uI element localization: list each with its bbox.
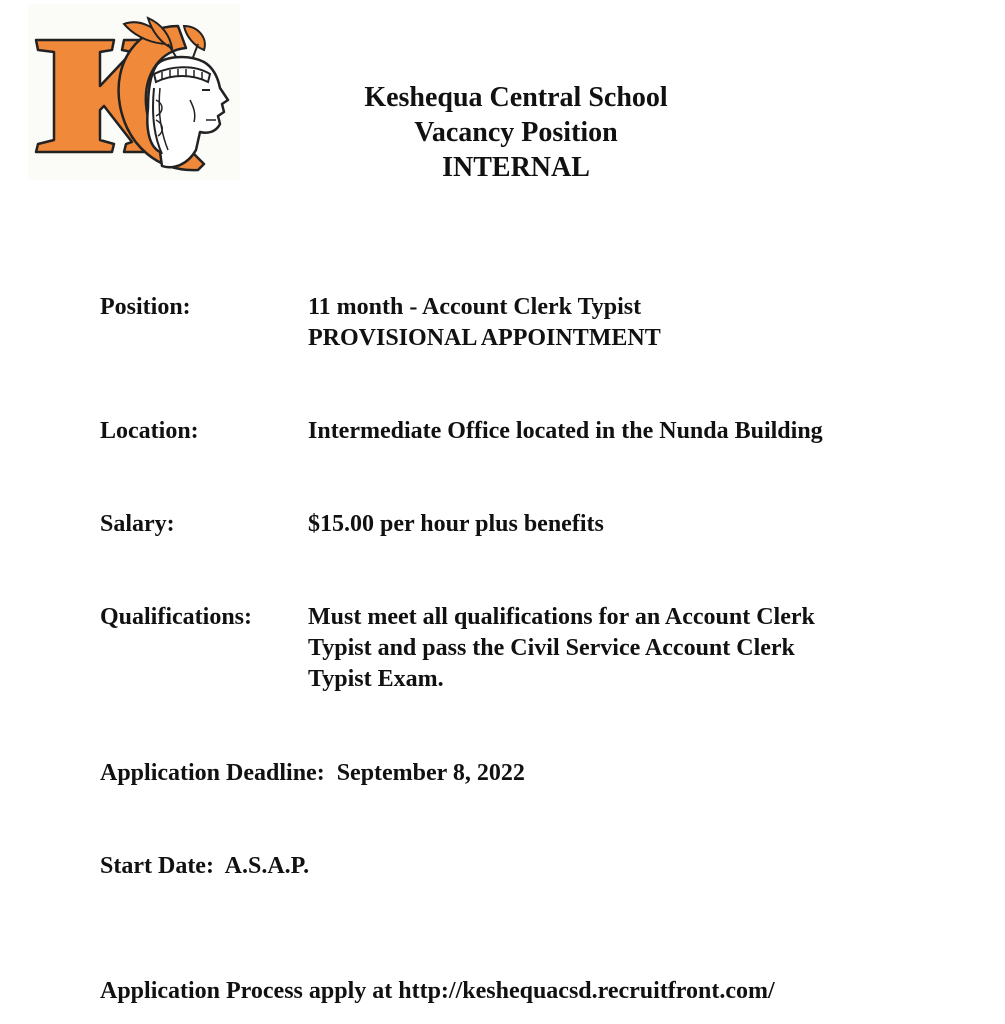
document-title: Vacancy Position (414, 117, 618, 148)
feather-right (184, 26, 205, 50)
start-date-label: Start Date: (100, 853, 214, 879)
qualifications-line: Typist and pass the Civil Service Account Clerk (308, 635, 795, 661)
qualifications-value (308, 602, 908, 695)
position-line: PROVISIONAL APPOINTMENT (308, 325, 661, 351)
position-value (308, 292, 908, 354)
deadline-label: Application Deadline: (100, 760, 325, 786)
vacancy-type: INTERNAL (442, 152, 590, 183)
position-label: Position: (100, 294, 191, 320)
start-date-value: A.S.A.P. (224, 853, 310, 879)
deadline-line (100, 758, 525, 789)
salary-value-container (308, 509, 908, 540)
location-label: Location: (100, 418, 199, 444)
position-line: 11 month - Account Clerk Typist (308, 294, 642, 320)
qualifications-label: Qualifications: (100, 604, 253, 630)
school-name: Keshequa Central School (364, 82, 668, 113)
deadline-value: September 8, 2022 (336, 760, 525, 786)
school-logo (28, 4, 240, 180)
document-header (316, 80, 716, 185)
qualifications-line: Must meet all qualifications for an Account Clerk (308, 604, 815, 630)
location-value-container (308, 416, 908, 447)
application-process-line (100, 976, 775, 1007)
qualifications-line: Typist Exam. (308, 666, 444, 692)
start-date-line (100, 851, 309, 882)
kc-indian-head-logo-icon (28, 4, 240, 180)
application-process-text: Application Process apply at http://keshequacsd.recruitfront.com/ (100, 978, 775, 1004)
location-value: Intermediate Office located in the Nunda Building (308, 418, 823, 444)
salary-value: $15.00 per hour plus benefits (308, 511, 604, 537)
salary-label: Salary: (100, 511, 175, 537)
